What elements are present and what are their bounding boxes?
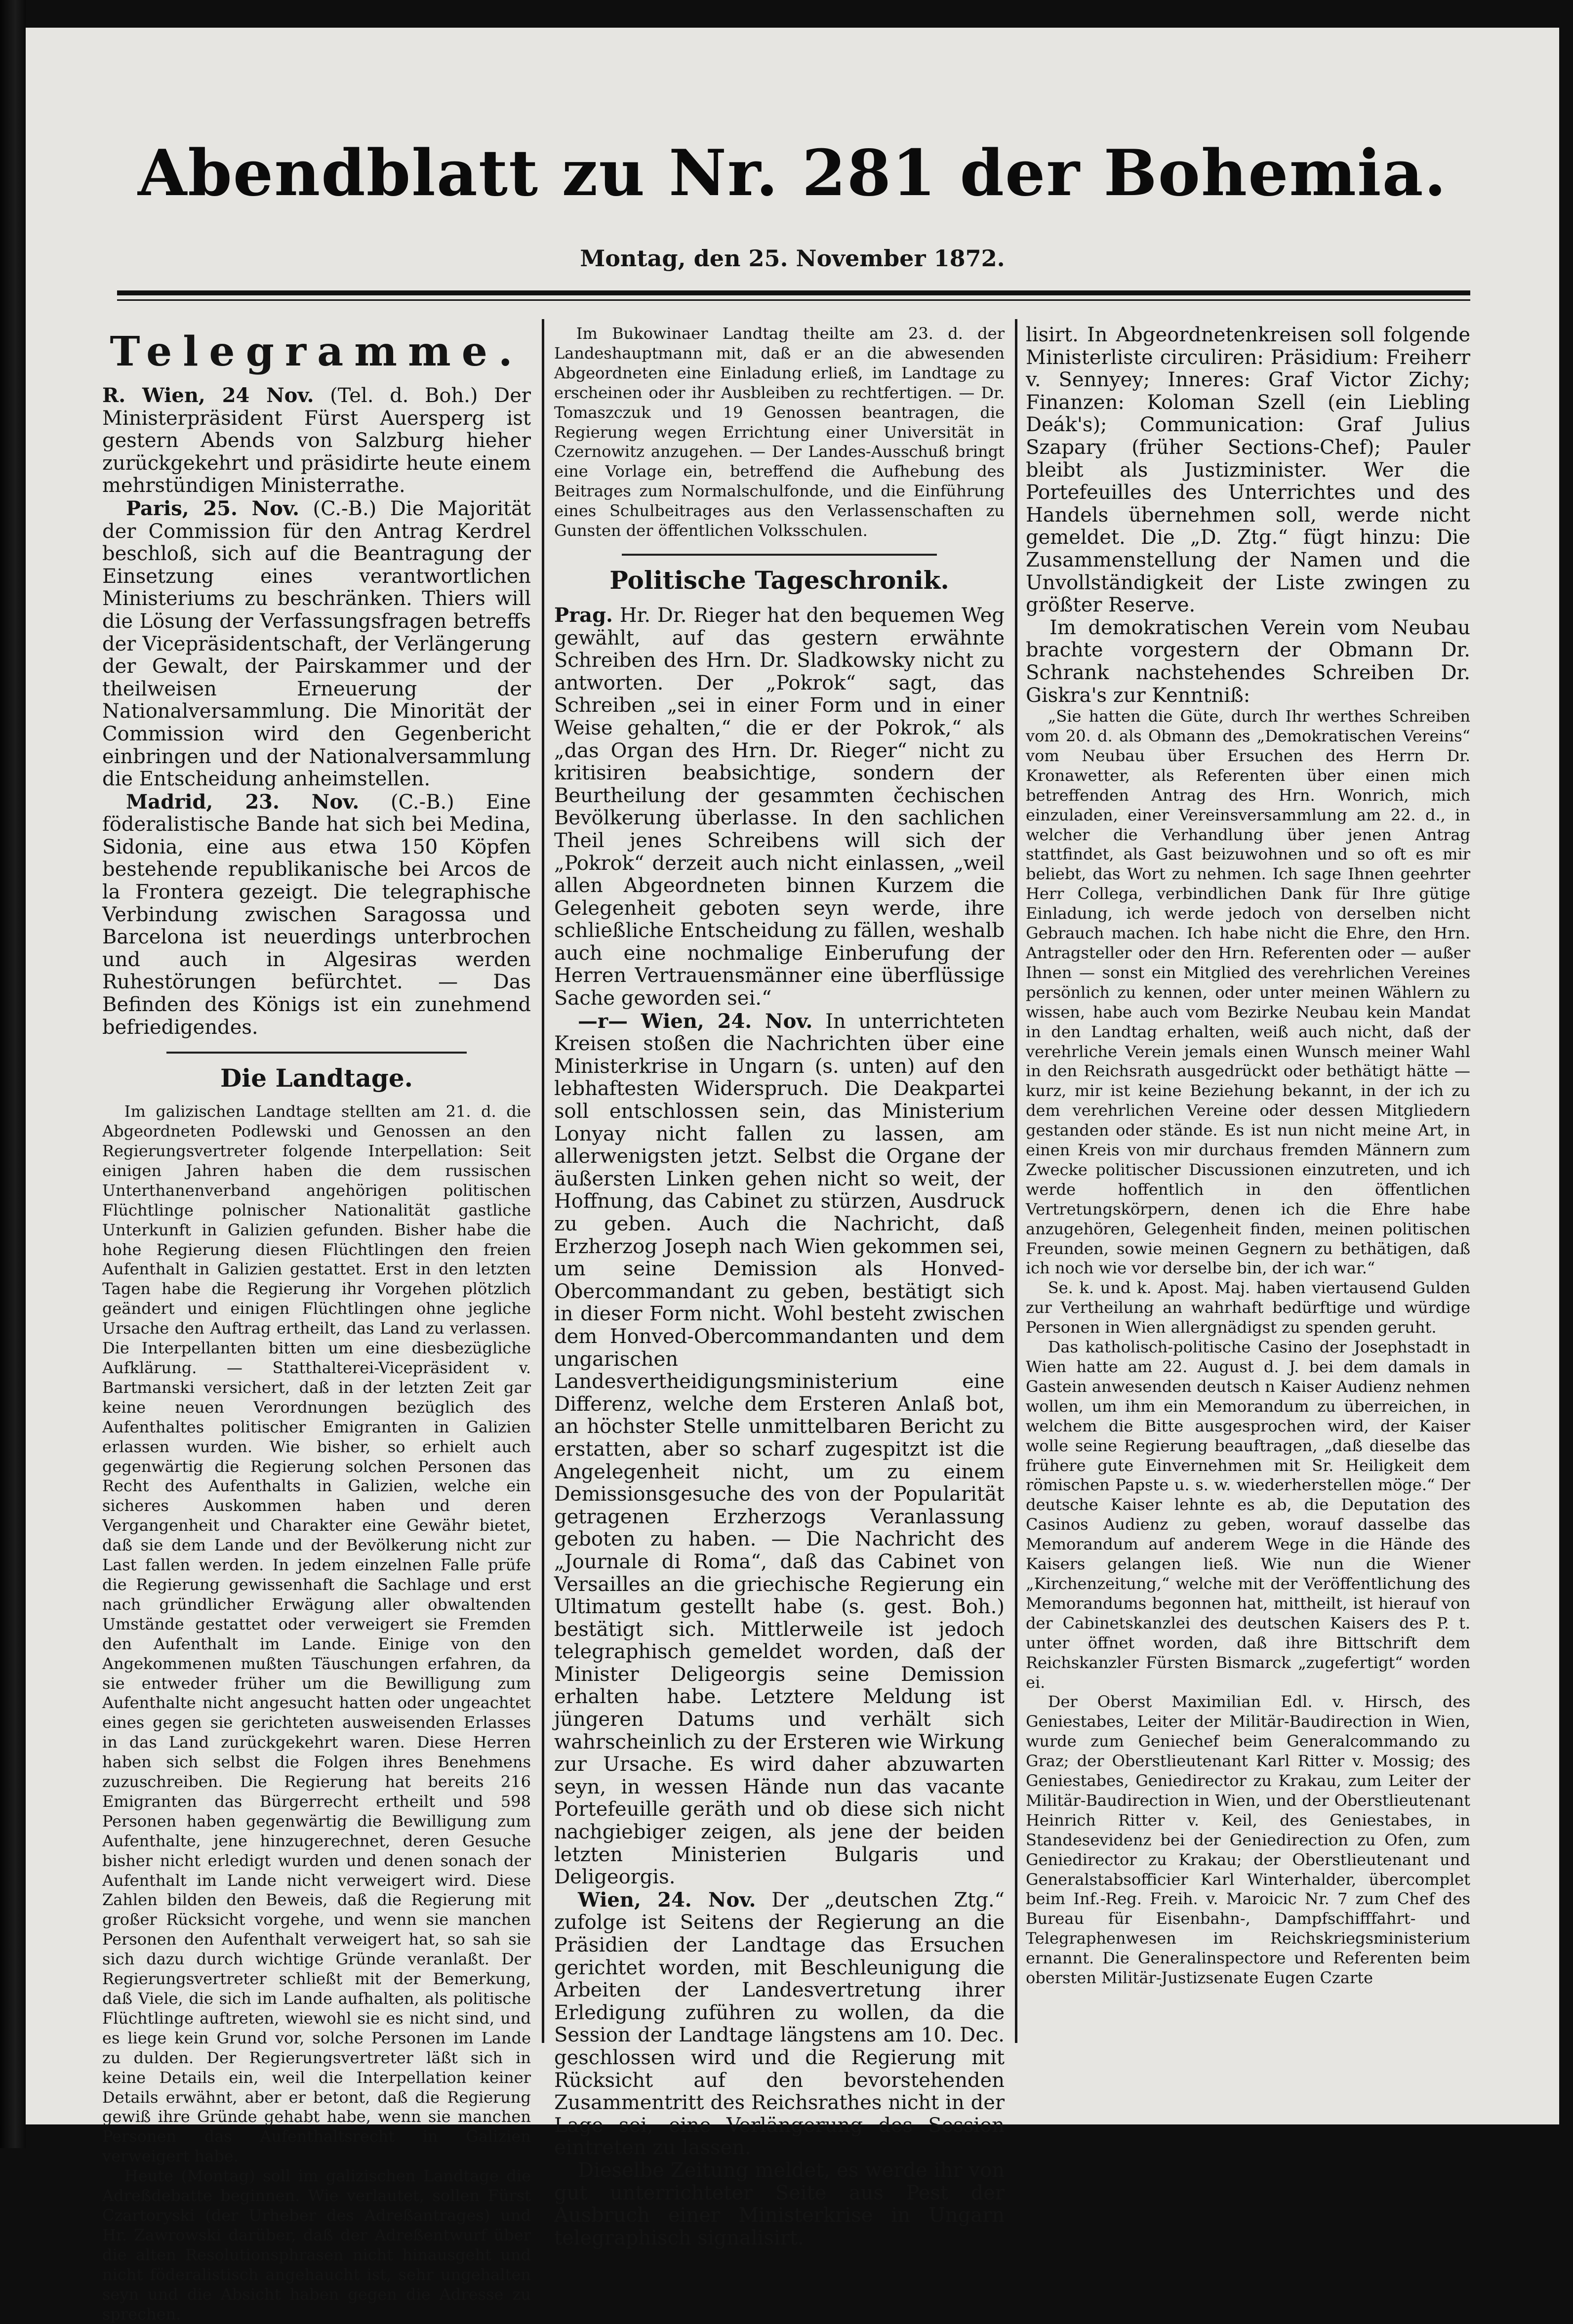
section-divider bbox=[622, 554, 937, 556]
telegram-text: (C.-B.) Die Majorität der Commission für den Antrag Kerdrel beschloß, sich auf die Beantragung der Einsetzung eines verantwortlichen Ministeriums zu beschränken. Thiers will die Lösung der Verfassungsfragen betreffs der Vicepräsidentschaft, der Verlängerung der Gewalt, der Pairskammer und der theilweisen Erneuerung der Nationalversammlung. Die Minorität der Commission wird den Gegenbericht einbringen und der Nationalversammlung die Entscheidung anheimstellen. bbox=[102, 497, 531, 791]
article-paragraph: lisirt. In Abgeordnetenkreisen soll folgende Ministerliste circuliren: Präsidium: Freiherr v. Sennyey; Inneres: Graf Victor Zichy; Finanzen: Koloman Szell (ein Liebling Deák's); Communication: Graf Julius Szapary (früher Sections-Chef); Pauler bleibt als Justizminister. Wer die Portefeuilles des Unterrichtes und des Handels übernehmen soll, werde nicht gemeldet. Die „D. Ztg.“ fügt hinzu: Die Zusammenstellung der Namen und die Unvollständigkeit der Liste zwingen zu größter Reserve. bbox=[1026, 324, 1470, 617]
chronicle-text: Dieselbe Zeitung meldet, es werde ihr von gut unterrichteter Seite aus Pest der Ausbruch einer Ministerkrise in Ungarn telegraphisch signalisirt. bbox=[554, 2159, 1005, 2249]
article-paragraph: Im Bukowinaer Landtag theilte am 23. d. der Landeshauptmann mit, daß er an die abwesenden Abgeordneten eine Einladung erließ, im Landtage zu erscheinen oder ihr Ausbleiben zu rechtfertigen. — Dr. Tomaszczuk und 19 Genossen beantragen, die Regierung wegen Errichtung einer Universität in Czernowitz anzugehen. — Der Landes-Ausschuß bringt eine Vorlage ein, betreffend die Aufhebung des Beitrages zum Normalschulfonde, und die Einführung eines Schulbeitrages aus den Verlassenschaften zu Gunsten der öffentlichen Volksschulen. bbox=[554, 324, 1005, 540]
column-right bbox=[1026, 324, 1470, 2063]
chronicle-item bbox=[554, 2160, 1005, 2249]
bukowina-note bbox=[554, 324, 1005, 541]
section-title-telegramme: Telegramme. bbox=[110, 328, 524, 375]
article-paragraph: Heute (Montag) soll im galizischen Landtage die Adreßdebatte beginnen. Wie verlautet, sollen Fürst Czartoryski (der Urheber des Adreßantrages) und Hr. Zawrowski darüber, daß der Adreßentwurf über die alten Resolutionsphrasen nicht hinausgeht und nicht föderalistisch angehaucht ist, sehr ungehalten seyn und die Absicht haben gegen die Adresse zu sprechen. bbox=[102, 2166, 531, 2324]
masthead-rule bbox=[117, 290, 1470, 295]
chronicle-text: Der „deutschen Ztg.“ zufolge ist Seitens der Regierung an die Präsidien der Landtage das Ersuchen gerichtet worden, mit Beschleunigung die Arbeiten der Landesvertretung ihrer Erledigung zuführen zu wollen, da die Session der Landtage längstens am 10. Dec. geschlossen wird und die Regierung mit Rücksicht auf den bevorstehenden Zusammentritt des Reichsrathes nicht in der Lage sei, eine Verlängerung des Session eintreten zu lassen. bbox=[554, 1888, 1005, 2160]
telegram-dateline: R. Wien, 24 Nov. bbox=[102, 384, 314, 407]
column-divider bbox=[542, 319, 544, 2043]
section-title-landtage: Die Landtage. bbox=[220, 1063, 413, 1093]
letter-paragraph: „Sie hatten die Güte, durch Ihr werthes Schreiben vom 20. d. als Obmann des „Demokratischen Vereins“ vom Neubau über Ersuchen des Herrn Dr. Kronawetter, als Referenten über einen mich betreffenden Antrag des Hrn. Wonrich, mich einzuladen, einer Vereinsversammlung am 22. d., in welcher die Verhandlung über jenen Antrag stattfindet, als Gast beizuwohnen und so oft es mir beliebt, das Wort zu nehmen. Ich sage Ihnen geehrter Herr Collega, verbindlichen Dank für Ihre gütige Einladung, ich werde jedoch von derselben nicht Gebrauch machen. Ich habe nicht die Ehre, den Hrn. Antragsteller oder den Hrn. Referenten oder — außer Ihnen — sonst ein Mitglied des verehrlichen Vereines persönlich zu kennen, oder unter meinen Wählern zu wissen, habe auch vom Bezirke Neubau kein Mandat in den Landtag erhalten, weiß auch nicht, daß der verehrliche Verein jemals einen Wunsch meiner Wahl in den Reichsrath ausgedrückt oder bethätigt hätte — kurz, mir ist keine Beziehung bekannt, in der ich zu dem verehrlichen Vereine oder dessen Mitgliedern gestanden oder stände. Es ist nun nicht meine Art, in einen Kreis von mir durchaus fremden Männern zum Zwecke politischer Discussionen einzutreten, und ich werde hoffentlich in den öffentlichen Vertretungskörpern, denen ich die Ehre habe anzugehören, Gelegenheit finden, meinen politischen Freunden, sowie meinen Gegnern zu bethätigen, daß ich noch wie vor derselbe bin, der ich war.“ bbox=[1026, 707, 1470, 1278]
giskra-letter bbox=[1026, 707, 1470, 1988]
binding-edge bbox=[0, 0, 26, 2148]
chronicle-text: Hr. Dr. Rieger hat den bequemen Weg gewählt, auf das gestern erwähnte Schreiben des Hrn. Dr. Sladkowsky nicht zu antworten. Der „Pokrok“ sagt, das Schreiben „sei in einer Form und in einer Weise gehalten,“ die er der Pokrok,“ als „das Organ des Hrn. Dr. Rieger“ nicht zu kritisiren beabsichtige, sondern der Beurtheilung der gesammten čechischen Bevölkerung überlasse. In den sachlichen Theil jenes Schreibens will sich der „Pokrok“ derzeit auch nicht einlassen, „weil allen Abgeordneten binnen Kurzem die Gelegenheit geboten seyn werde, ihre schließliche Entscheidung zu fällen, weshalb auch eine nochmalige Einberufung der Herren Vertrauensmänner eine überflüssige Sache geworden sei.“ bbox=[554, 604, 1005, 1010]
newspaper-page bbox=[26, 28, 1559, 2324]
telegram-item bbox=[102, 384, 531, 497]
column-divider bbox=[1015, 319, 1017, 2043]
chronicle-item bbox=[554, 604, 1005, 1010]
article-paragraph: Das katholisch-politische Casino der Josephstadt in Wien hatte am 22. August d. J. bei dem damals in Gastein anwesenden deutsch n Kaiser Audienz nehmen wollen, um ihm ein Memorandum zu überreichen, in welchem die Bitte ausgesprochen wird, der Kaiser wolle seine Regierung beauftragen, „daß dieselbe das frühere gute Einvernehmen mit Sr. Heiligkeit dem römischen Papste u. s. w. wiederherstellen möge.“ Der deutsche Kaiser lehnte es ab, die Deputation des Casinos Audienz zu geben, worauf dasselbe das Memorandum auf anderem Wege in die Hände des Kaisers gelangen ließ. Wie nun die Wiener „Kirchenzeitung,“ welche mit der Veröffentlichung des Memorandums begonnen hat, mittheilt, ist hierauf von der Cabinetskanzlei des deutschen Kaisers des P. t. unter öffnet worden, daß ihre Bittschrift dem Reichskanzler Fürsten Bismarck „zugefertigt“ worden ei. bbox=[1026, 1338, 1470, 1692]
column-left bbox=[102, 324, 531, 2324]
telegram-item bbox=[102, 497, 531, 791]
masthead-rule-thin bbox=[117, 299, 1470, 301]
chronicle-item bbox=[554, 1889, 1005, 2160]
masthead-title: Abendblatt zu Nr. 281 der Bohemia. bbox=[137, 136, 1448, 210]
article-paragraph: Der Oberst Maximilian Edl. v. Hirsch, des Geniestabes, Leiter der Militär-Baudirection in Wien, wurde zum Geniechef beim Generalcommando zu Graz; der Oberstlieutenant Karl Ritter v. Mossig; des Geniestabes, Geniedirector zu Krakau, zum Leiter der Militär-Baudirection in Wien, und der Oberstlieutenant Heinrich Ritter v. Keil, des Geniestabes, in Standesevidenz bei der Geniedirection zu Ofen, zum Geniedirector zu Krakau; der Oberstlieutenant und Generalstabsofficier Karl Winterhalder, übercomplet beim Inf.-Reg. Freih. v. Maroicic Nr. 7 zum Chef des Bureau für Eisenbahn-, Dampfschifffahrt- und Telegraphenwesen im Reichskriegsministerium ernannt. Die Generalinspectore und Referenten beim obersten Militär-Justizsenate Eugen Czarte bbox=[1026, 1692, 1470, 1988]
telegram-item bbox=[102, 791, 531, 1039]
chronicle-dateline: Wien, 24. Nov. bbox=[578, 1888, 756, 1912]
article-paragraph: Se. k. und k. Apost. Maj. haben viertausend Gulden zur Vertheilung an wahrhaft bedürftige und würdige Personen in Wien allergnädigst zu spenden geruht. bbox=[1026, 1278, 1470, 1337]
landtage-body bbox=[102, 1102, 531, 2324]
chronicle-dateline: —r— Wien, 24. Nov. bbox=[578, 1009, 813, 1033]
telegram-text: (Tel. d. Boh.) Der Ministerpräsident Fürst Auersperg ist gestern Abends von Salzburg hieher zurückgekehrt und präsidirte heute einem mehrstündigen Ministerrathe. bbox=[102, 384, 531, 497]
column-middle bbox=[554, 324, 1005, 2249]
telegram-dateline: Madrid, 23. Nov. bbox=[126, 790, 360, 814]
article-paragraph: Im demokratischen Verein vom Neubau brachte vorgestern der Obmann Dr. Schrank nachstehendes Schreiben Dr. Giskra's zur Kenntniß: bbox=[1026, 616, 1470, 707]
chronicle-item bbox=[554, 1010, 1005, 1889]
chronicle-text: In unterrichteten Kreisen stoßen die Nachrichten über eine Ministerkrise in Ungarn (s. unten) auf den lebhaftesten Widerspruch. Die Deakpartei soll entschlossen sein, das Ministerium Lonyay nicht fallen zu lassen, am allerwenigsten jetzt. Selbst die Organe der äußersten Linken gehen nicht so weit, der Hoffnung, das Cabinet zu stürzen, Ausdruck zu geben. Auch die Nachricht, daß Erzherzog Joseph nach Wien gekommen sei, um seine Demission als Honved-Obercommandant zu geben, bestätigt sich in dieser Form nicht. Wohl besteht zwischen dem Honved-Obercommandanten und dem ungarischen Landesvertheidigungsministerium eine Differenz, welche dem Ersteren Anlaß bot, an höchster Stelle unmittelbaren Bericht zu erstatten, aber so scharf zugespitzt ist die Angelegenheit nicht, um zu einem Demissionsgesuche des von der Popularität getragenen Erzherzogs Veranlassung geboten zu haben. — Die Nachricht des „Journale di Roma“, daß das Cabinet von Versailles an die griechische Regierung ein Ultimatum gestellt habe (s. gest. Boh.) bestätigt sich. Mittlerweile ist jedoch telegraphisch gemeldet worden, daß der Minister Deligeorgis seine Demission erhalten habe. Letztere Meldung ist jüngeren Datums und verhält sich wahrscheinlich zu der Ersteren wie Wirkung zur Ursache. Es wird daher abzuwarten seyn, in wessen Hände nun das vacante Portefeuille geräth und ob diese sich nicht nachgiebiger zeigen, als jene der beiden letzten Ministerien Bulgaris und Deligeorgis. bbox=[554, 1010, 1005, 1889]
article-paragraph: Im galizischen Landtage stellten am 21. d. die Abgeordneten Podlewski und Genossen an den Regierungsvertreter folgende Interpellation: Seit einigen Jahren haben die dem russischen Unterthanenverband angehörigen politischen Flüchtlinge polnischer Nationalität gastliche Unterkunft in Galizien gefunden. Bisher habe die hohe Regierung diesen Flüchtlingen den freien Aufenthalt in Galizien gestattet. Erst in den letzten Tagen habe die Regierung ihr Vorgehen plötzlich geändert und einigen Flüchtlingen ohne jegliche Ursache den Auftrag ertheilt, das Land zu verlassen. Die Interpellanten bitten um eine diesbezügliche Aufklärung. — Statthalterei-Vicepräsident v. Bartmanski versichert, daß in der letzten Zeit gar keine neuen Verordnungen bezüglich des Aufenthaltes politischer Emigranten in Galizien erlassen wurden. Wie bisher, so erhielt auch gegenwärtig die Regierung solchen Personen das Recht des Aufenthalts in Galizien, welche ein sicheres Auskommen haben und deren Vergangenheit und Charakter eine Gewähr bietet, daß sie dem Lande und der Bevölkerung nicht zur Last fallen werden. In jedem einzelnen Falle prüfe die Regierung gewissenhaft die Sachlage und erst nach gründlicher Erwägung aller obwaltenden Umstände gestattet oder verweigert sie Fremden den Aufenthalt im Lande. Einige von den Angekommenen mußten Täuschungen erfahren, da sie entweder früher um die Bewilligung zum Aufenthalte nicht angesucht hatten oder ungeachtet eines gegen sie gerichteten ausweisenden Erlasses in das Land zurückgekehrt waren. Diese Herren haben sich selbst die Folgen ihres Benehmens zuzuschreiben. Die Regierung hat bereits 216 Emigranten das Bürgerrecht ertheilt und 598 Personen haben gegenwärtig die Bewilligung zum Aufenthalte, jene hinzugerechnet, deren Gesuche bisher nicht erledigt wurden und denen sonach der Aufenthalt im Lande nicht verweigert wird. Diese Zahlen bilden den Beweis, daß die Regierung mit großer Rücksicht vorgehe, und wenn sie manchen Personen den Aufenthalt verweigert hat, so sah sie sich dazu durch wichtige Gründe veranlaßt. Der Regierungsvertreter schließt mit der Bemerkung, daß Viele, die sich im Lande aufhalten, als politische Flüchtlinge auftreten, wiewohl sie es nicht sind, und es liege kein Grund vor, solche Personen im Lande zu dulden. Der Regierungsvertreter läßt sich in keine Details ein, weil die Interpellation keiner Details erwähnt, aber er betont, daß die Regierung gewiß ihre Gründe gehabt habe, wenn sie manchen Personen das Aufenthaltsrecht in Galizien verweigert habe. bbox=[102, 1102, 531, 2166]
masthead-date: Montag, den 25. November 1872. bbox=[580, 245, 1005, 272]
chronicle-dateline: Prag. bbox=[554, 603, 613, 627]
telegram-dateline: Paris, 25. Nov. bbox=[126, 496, 300, 520]
section-divider bbox=[166, 1052, 467, 1054]
telegram-text: (C.-B.) Eine föderalistische Bande hat sich bei Medina, Sidonia, eine aus etwa 150 Köpfen bestehende republikanische bei Arcos de la Frontera gezeigt. Die telegraphische Verbindung zwischen Saragossa und Barcelona ist neuerdings unterbrochen und auch in Algesiras werden Ruhestörungen befürchtet. — Das Befinden des Königs ist ein zunehmend befriedigendes. bbox=[102, 790, 531, 1039]
section-title-tageschronik: Politische Tageschronik. bbox=[609, 565, 949, 595]
